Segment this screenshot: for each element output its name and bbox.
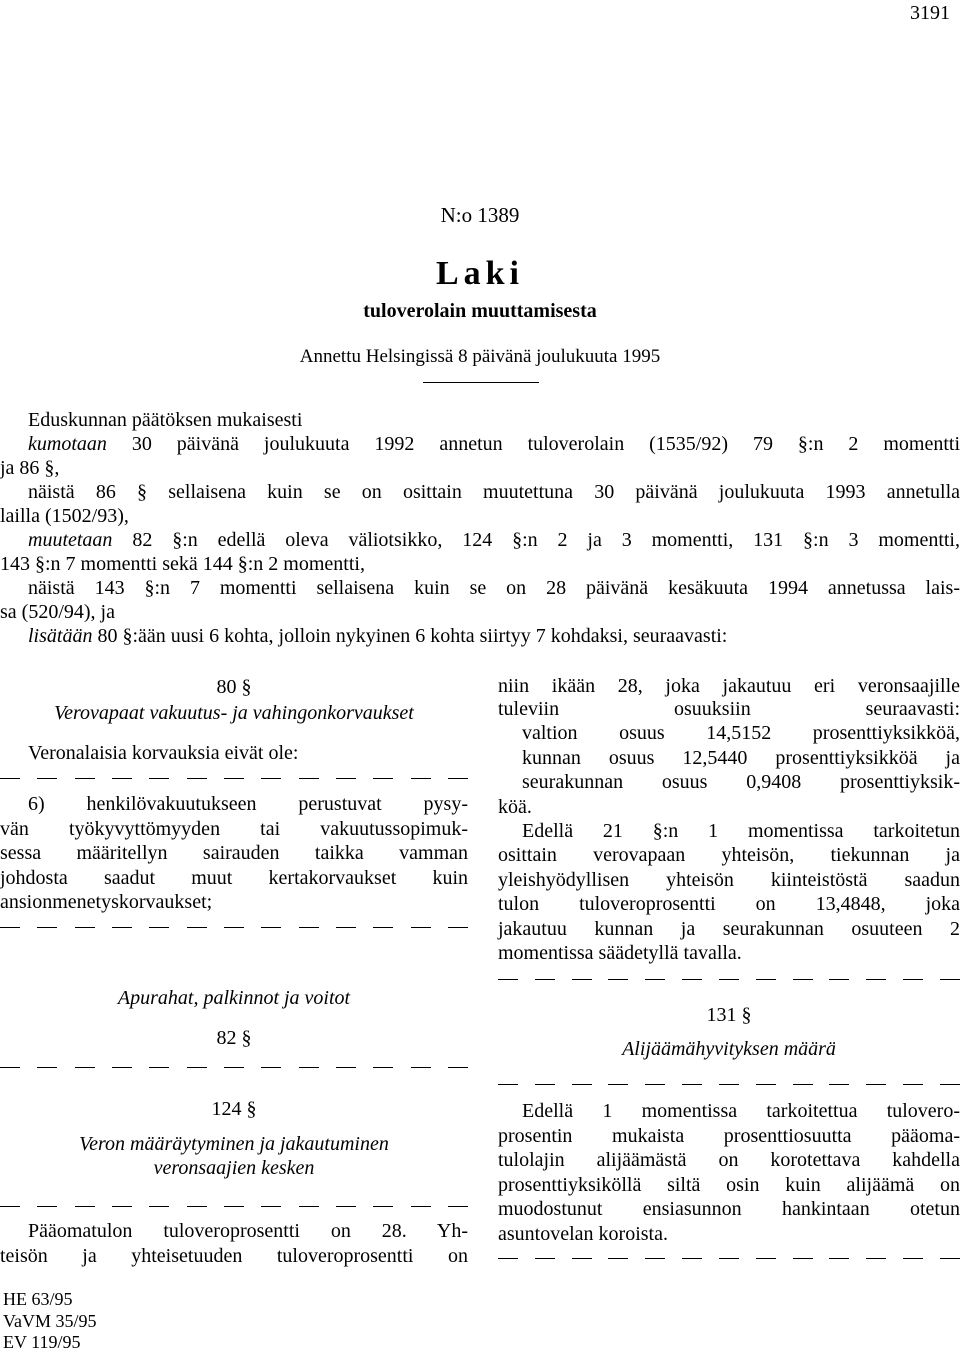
omission-dash — [572, 1258, 592, 1270]
omission-dashes — [498, 1246, 960, 1270]
omission-dash — [411, 1067, 431, 1079]
omission-dash — [411, 927, 431, 939]
omission-dash — [224, 927, 244, 939]
omission-dash — [940, 979, 960, 991]
omission-dash — [37, 927, 57, 939]
preamble-line — [28, 528, 960, 552]
omission-dash — [187, 1206, 207, 1218]
omission-dash — [37, 1067, 57, 1079]
omission-dash — [336, 1067, 356, 1079]
text-line: prosenttiyksiköllä siltä osin kuin alijäämä on — [498, 1173, 960, 1196]
omission-dash — [535, 979, 555, 991]
section-80-number: 80 § — [216, 676, 252, 698]
omission-dash — [645, 1258, 665, 1270]
omission-dashes-block — [0, 1194, 468, 1218]
section-124-paragraph-3 — [498, 819, 960, 942]
left-column — [0, 674, 468, 939]
omission-dash — [75, 1067, 95, 1079]
omission-dash — [37, 778, 57, 790]
section-131-paragraph-3 — [498, 1099, 960, 1270]
omission-dash — [645, 1084, 665, 1096]
omission-dash — [682, 1084, 702, 1096]
omission-dash — [719, 1084, 739, 1096]
omission-dash — [448, 778, 468, 790]
section-124-paragraph-3-end: momentissa säädetyllä tavalla. — [498, 942, 742, 964]
text-line: Edellä 1 momentissa tarkoitettua tulovero- — [522, 1100, 960, 1122]
omission-dash — [112, 778, 132, 790]
omission-dashes-block — [498, 1072, 960, 1096]
omission-dash — [336, 1206, 356, 1218]
text-line: johdosta saadut muut kertakorvaukset kuin — [0, 866, 468, 889]
text-line: 6) henkilövakuutukseen perustuvat pysy- — [28, 793, 468, 815]
omission-dash — [373, 927, 393, 939]
omission-dash — [903, 1258, 923, 1270]
omission-dash — [261, 1206, 281, 1218]
section-124-share-list — [498, 721, 960, 795]
section-124-heading-line-2: veronsaajien kesken — [153, 1157, 315, 1179]
omission-dash — [608, 979, 628, 991]
omission-dashes — [498, 967, 960, 991]
omission-dash — [940, 1258, 960, 1270]
preamble-text: sa (520/94), ja — [0, 601, 115, 623]
omission-dash — [572, 1084, 592, 1096]
section-82-number: 82 § — [216, 1027, 252, 1049]
text-line: tuleviin osuuksiin seuraavasti: — [498, 698, 960, 720]
omission-dash — [448, 1067, 468, 1079]
omission-dash — [498, 1258, 518, 1270]
preamble-line — [0, 552, 960, 576]
section-131-heading: Alijäämähyvityksen määrä — [622, 1038, 836, 1060]
preamble-line — [28, 408, 960, 432]
text-line: sessa määritellyn sairauden taikka vamman — [0, 842, 468, 864]
preamble-line — [0, 600, 960, 624]
section-124-list-end: köä. — [498, 795, 532, 818]
omission-dash — [756, 979, 776, 991]
section-80-item-6 — [0, 792, 468, 915]
preamble-line — [0, 456, 960, 480]
omission-dash — [336, 778, 356, 790]
omission-dash — [719, 1258, 739, 1270]
omission-dash — [411, 778, 431, 790]
omission-dash — [0, 927, 20, 939]
act-number: N:o 1389 — [440, 203, 520, 227]
omission-dashes — [0, 766, 468, 790]
omission-dash — [411, 1206, 431, 1218]
omission-dash — [187, 927, 207, 939]
omission-dash — [112, 1067, 132, 1079]
section-131-number: 131 § — [706, 1004, 752, 1026]
text-line: prosentin mukaista prosenttiosuutta pääoma- — [498, 1124, 960, 1147]
omission-dash — [0, 1067, 20, 1079]
omission-dash — [373, 1206, 393, 1218]
reference-line: VaVM 35/95 — [3, 1310, 97, 1331]
title-divider — [423, 382, 539, 383]
omission-dash — [261, 778, 281, 790]
omission-dash — [112, 927, 132, 939]
omission-dash — [37, 1206, 57, 1218]
omission-dash — [572, 979, 592, 991]
preamble — [0, 408, 960, 648]
text-line: tulolajin alijäämästä on korotettava kahdella — [498, 1149, 960, 1171]
text-line: niin ikään 28, joka jakautuu eri veronsaajille — [498, 675, 960, 697]
omission-dash — [866, 979, 886, 991]
omission-dash — [829, 1258, 849, 1270]
text-line: valtion osuus 14,5152 prosenttiyksikköä, — [522, 722, 960, 744]
omission-dash — [903, 979, 923, 991]
preamble-text: ja 86 §, — [0, 457, 60, 479]
preamble-text: 82 §:n edellä oleva väliotsikko, 124 §:n 2 ja 3 momentti, 131 §:n 3 momentti, — [112, 529, 960, 551]
preamble-text: näistä 143 §:n 7 momentti sellaisena kuin se on 28 päivänä kesäkuuta 1994 annetussa lais- — [28, 577, 960, 599]
preamble-verb: kumotaan — [28, 433, 107, 455]
omission-dash — [448, 1206, 468, 1218]
omission-dash — [682, 1258, 702, 1270]
omission-dash — [608, 1084, 628, 1096]
preamble-text: 30 päivänä joulukuuta 1992 annetun tuloverolain (1535/92) 79 §:n 2 momentti — [106, 433, 960, 455]
text-line: Pääomatulon tuloveroprosentti on 28. Yh- — [28, 1220, 468, 1242]
omission-dash — [149, 778, 169, 790]
omission-dash — [75, 927, 95, 939]
right-column — [498, 675, 960, 991]
reference-line: EV 119/95 — [3, 1332, 81, 1352]
omission-dash — [299, 1067, 319, 1079]
omission-dash — [187, 1067, 207, 1079]
text-line: jakautuu kunnan ja seurakunnan osuuteen 2 — [498, 917, 960, 940]
preamble-text: 80 §:ään uusi 6 kohta, jolloin nykyinen 6 kohta siirtyy 7 kohdaksi, seuraavasti: — [92, 625, 728, 647]
text-line: vän työkyvyttömyyden tai vakuutussopimuk- — [0, 817, 468, 840]
preamble-text: 143 §:n 7 momentti sekä 144 §:n 2 momentti, — [0, 553, 365, 575]
omission-dash — [299, 778, 319, 790]
omission-dash — [793, 979, 813, 991]
omission-dash — [373, 1067, 393, 1079]
omission-dash — [187, 778, 207, 790]
omission-dashes — [0, 1055, 468, 1079]
omission-dash — [793, 1084, 813, 1096]
preamble-verb: lisätään — [28, 625, 93, 647]
omission-dash — [149, 927, 169, 939]
preamble-text: lailla (1502/93), — [0, 505, 129, 527]
section-124-number: 124 § — [211, 1098, 257, 1120]
omission-dash — [829, 979, 849, 991]
omission-dash — [261, 1067, 281, 1079]
omission-dash — [756, 1258, 776, 1270]
text-line: seurakunnan osuus 0,9408 prosenttiyksik- — [522, 771, 960, 793]
omission-dash — [756, 1084, 776, 1096]
omission-dashes-block — [0, 1055, 468, 1079]
preamble-line — [28, 624, 960, 648]
omission-dash — [719, 979, 739, 991]
omission-dash — [645, 979, 665, 991]
page-number: 3191 — [910, 2, 950, 24]
preamble-text: Eduskunnan päätöksen mukaisesti — [28, 409, 303, 431]
section-82-heading: Apurahat, palkinnot ja voitot — [117, 987, 351, 1009]
section-124-paragraph-2 — [0, 1219, 468, 1268]
omission-dash — [866, 1084, 886, 1096]
text-line: teisön ja yhteisetuuden tuloveroprosentti on — [0, 1244, 468, 1267]
preamble-line — [28, 480, 960, 504]
act-type-title: Laki — [435, 255, 525, 292]
omission-dash — [535, 1258, 555, 1270]
section-80-heading: Verovapaat vakuutus- ja vahingonkorvaukset — [54, 702, 414, 724]
preamble-line — [28, 576, 960, 600]
omission-dash — [299, 1206, 319, 1218]
omission-dash — [224, 1067, 244, 1079]
preamble-verb: muutetaan — [28, 529, 113, 551]
omission-dash — [299, 927, 319, 939]
omission-dash — [793, 1258, 813, 1270]
omission-dash — [224, 1206, 244, 1218]
omission-dashes — [498, 1072, 960, 1096]
omission-dash — [0, 778, 20, 790]
omission-dash — [261, 927, 281, 939]
text-line: Edellä 21 §:n 1 momentissa tarkoitetun — [522, 819, 960, 842]
omission-dash — [0, 1206, 20, 1218]
omission-dash — [608, 1258, 628, 1270]
omission-dash — [75, 1206, 95, 1218]
omission-dash — [682, 979, 702, 991]
text-line: osittain verovapaan yhteisön, tiekunnan ja — [498, 844, 960, 866]
omission-dash — [75, 778, 95, 790]
omission-dash — [336, 927, 356, 939]
omission-dashes — [0, 1194, 468, 1218]
reference-line: HE 63/95 — [3, 1289, 73, 1309]
omission-dash — [498, 979, 518, 991]
omission-dashes — [0, 915, 468, 939]
text-line: muodostunut ensiasunnon hankintaan otetun — [498, 1198, 960, 1220]
preamble-line — [28, 432, 960, 456]
given-date: Annettu Helsingissä 8 päivänä joulukuuta 1995 — [299, 346, 661, 367]
omission-dash — [224, 778, 244, 790]
text-line: yleishyödyllisen yhteisön kiinteistöstä saadun — [498, 868, 960, 891]
omission-dash — [903, 1084, 923, 1096]
legislative-references — [3, 1289, 97, 1354]
section-80-intro: Veronalaisia korvauksia eivät ole: — [28, 742, 299, 764]
text-line: tulon tuloveroprosentti on 13,4848, joka — [498, 893, 960, 915]
omission-dash — [829, 1084, 849, 1096]
omission-dash — [498, 1084, 518, 1096]
omission-dash — [866, 1258, 886, 1270]
omission-dash — [940, 1084, 960, 1096]
omission-dash — [535, 1084, 555, 1096]
omission-dash — [149, 1067, 169, 1079]
omission-dash — [112, 1206, 132, 1218]
preamble-text: näistä 86 § sellaisena kuin se on osittain muutettuna 30 päivänä joulukuuta 1993 annetulla — [28, 481, 960, 503]
act-subject: tuloverolain muuttamisesta — [363, 300, 597, 322]
omission-dash — [149, 1206, 169, 1218]
preamble-line — [0, 504, 960, 528]
omission-dash — [373, 778, 393, 790]
text-line: kunnan osuus 12,5440 prosenttiyksikköä ja — [522, 746, 960, 769]
omission-dash — [448, 927, 468, 939]
section-131-paragraph-end: asuntovelan koroista. — [498, 1222, 668, 1245]
text-line: ansionmenetyskorvaukset; — [0, 891, 213, 913]
section-124-continuation — [498, 675, 960, 721]
section-124-heading-line-1: Veron määräytyminen ja jakautuminen — [79, 1133, 389, 1155]
